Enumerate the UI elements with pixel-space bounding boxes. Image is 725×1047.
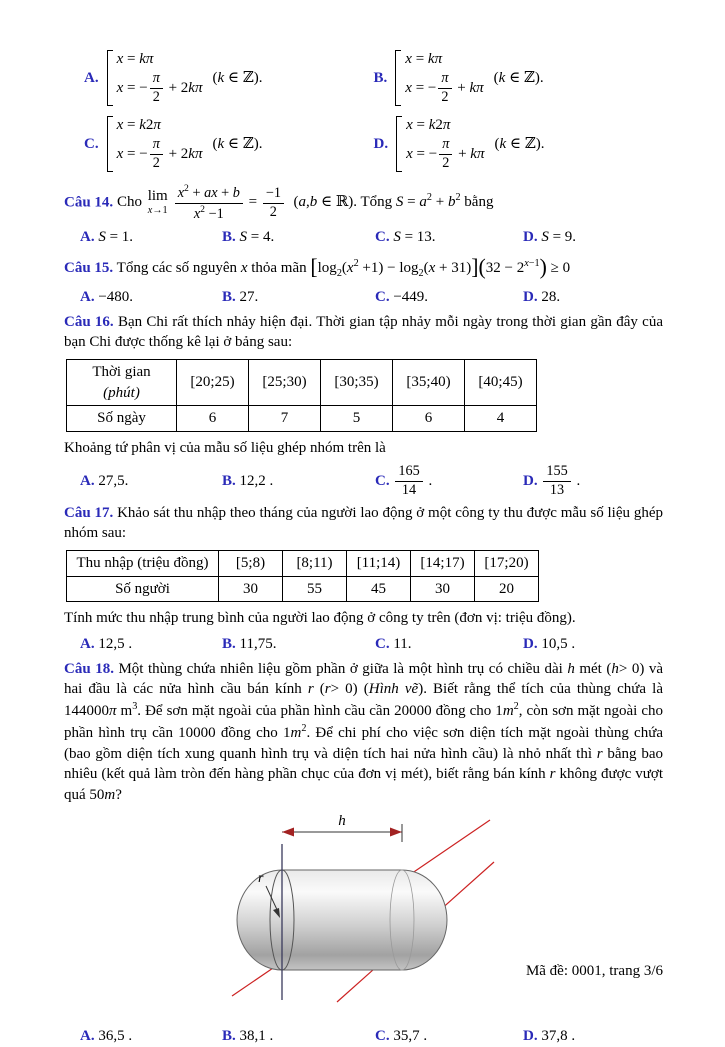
answer-option <box>375 464 523 499</box>
answer-letter: B. <box>222 229 236 246</box>
answer-option <box>222 634 375 655</box>
table-cell: Thời gian (phút) <box>67 359 177 405</box>
answer-text: 28. <box>541 288 561 305</box>
table-cell: 6 <box>177 406 249 432</box>
table-cell: 45 <box>347 576 411 602</box>
table-cell: [14;17) <box>411 551 475 577</box>
answer-letter: A. <box>80 229 95 246</box>
answer-letter: A. <box>80 1028 95 1045</box>
table-cell: [30;35) <box>321 359 393 405</box>
equation-system <box>395 50 483 106</box>
table-cell: [17;20) <box>475 551 539 577</box>
answer-letter: B. <box>222 288 236 305</box>
answer-text: 10,5 . <box>541 636 576 653</box>
answer-letter: C. <box>375 472 390 489</box>
system-bracket <box>107 116 113 172</box>
answer-row <box>64 287 663 308</box>
answer-text: 35,7 . <box>393 1028 428 1045</box>
question-body: Một thùng chứa nhiên liệu gồm phần ở giữa là một hình trụ có chiều dài h mét (h> 0) và hai đầu là các nửa hình cầu bán kính r (r> 0) (Hình vẽ). Biết rằng thể tích của thùng chứa là 144000π $m^3$. Để sơn mặt ngoài của phần hình cầu cần 20000 đồng cho $1m^2$, còn sơn mặt ngoài cho phần hình trụ cần 10000 đồng cho $1m^2$. Để chi phí cho việc sơn diện tích mặt ngoài thùng chứa (bao gồm diện tích xung quanh hình trụ và diện tích hai nửa hình cầu) là nhỏ nhất thì r bằng bao nhiêu (kết quả làm tròn đến hàng phần chục của đơn vị mét), biết rằng bán kính r không được vượt quá 50m? <box>64 660 663 803</box>
question-label: Câu 14. <box>64 194 114 211</box>
table-cell: Số người <box>67 576 219 602</box>
answer-letter: D. <box>523 229 538 246</box>
equation-system <box>396 116 484 172</box>
answer-letter: C. <box>375 229 390 246</box>
answer-text: 27. <box>239 288 259 305</box>
answer-option-a <box>84 50 374 106</box>
answer-text: 11,75. <box>239 636 277 653</box>
answer-option <box>375 634 523 655</box>
tank-body <box>237 870 447 970</box>
answer-option <box>523 227 663 248</box>
system-bracket <box>395 50 401 106</box>
table-row <box>67 576 539 602</box>
answer-option <box>80 227 222 248</box>
answer-letter: C. <box>375 636 390 653</box>
table-cell: [20;25) <box>177 359 249 405</box>
answer-row <box>64 227 663 248</box>
table-cell: 30 <box>219 576 283 602</box>
answer-option <box>523 1026 663 1047</box>
table-cell: 55 <box>283 576 347 602</box>
answer-row <box>64 634 663 655</box>
answer-text: $\frac{155}{13}$ . <box>541 473 580 489</box>
table-cell: [8;11) <box>283 551 347 577</box>
question-label: Câu 15. <box>64 259 114 276</box>
question-16 <box>64 312 663 499</box>
answer-letter: D. <box>373 135 389 152</box>
question-label: Câu 16. <box>64 313 114 330</box>
table-cell: 30 <box>411 576 475 602</box>
answer-letter: C. <box>375 288 390 305</box>
answer-letter: B. <box>373 69 388 86</box>
question-17 <box>64 503 663 655</box>
answer-text: S = 1. <box>98 229 134 246</box>
answer-text: 36,5 . <box>98 1028 133 1045</box>
answer-option <box>375 287 523 308</box>
answer-text: 37,8 . <box>541 1028 576 1045</box>
table-cell: Số ngày <box>67 406 177 432</box>
question-text: Khoảng tứ phân vị của mẫu số liệu ghép nhóm trên là <box>64 440 386 457</box>
table-cell: [11;14) <box>347 551 411 577</box>
answer-text: S = 4. <box>239 229 275 246</box>
h-dimension-label: h <box>338 812 346 829</box>
question-intro: Khảo sát thu nhập theo tháng của người lao động ở một công ty thu được mẫu số liệu ghép nhóm sau: <box>64 504 663 542</box>
table-cell: 5 <box>321 406 393 432</box>
answer-letter: C. <box>84 135 99 152</box>
table-cell: [5;8) <box>219 551 283 577</box>
answer-text: 27,5. <box>98 472 129 489</box>
answer-letter: A. <box>80 636 95 653</box>
question-label: Câu 18. <box>64 660 114 677</box>
question-label: Câu 17. <box>64 504 114 521</box>
answer-letter: D. <box>523 1028 538 1045</box>
answer-letter: A. <box>80 288 95 305</box>
table-cell: [40;45) <box>465 359 537 405</box>
answer-text: S = 9. <box>541 229 577 246</box>
condition-text: (k ∈ ℤ). <box>212 69 263 86</box>
equation-line: x = − $\frac{\pi}{2}$ + kπ <box>405 70 484 105</box>
table-cell: [35;40) <box>393 359 465 405</box>
answer-row <box>64 1026 663 1047</box>
answer-text: −480. <box>98 288 134 305</box>
question-intro: Bạn Chi rất thích nhảy hiện đại. Thời gian tập nhảy mỗi ngày trong thời gian gần đây của bạn Chi được thống kê lại ở bảng sau: <box>64 313 663 351</box>
answer-text: S = 13. <box>393 229 436 246</box>
answer-letter: C. <box>375 1028 390 1045</box>
h-arrowhead-left <box>282 827 294 836</box>
equation-line: x = − $\frac{\pi}{2}$ + 2kπ <box>116 135 203 171</box>
table-row <box>67 359 537 405</box>
equation-line: x = kπ <box>116 51 154 67</box>
question-body: Cho lim x→1 $\frac{x^2 + ax + b}{x^2 -1}$ = $\frac{-1}{2}$ (a,b ∈ ℝ). Tổng $S = a^2 + b^2$ bằng <box>116 182 494 222</box>
answer-option <box>375 227 523 248</box>
condition-text: (k ∈ ℤ). <box>493 69 544 86</box>
answer-row <box>64 464 663 499</box>
system-bracket <box>107 50 113 106</box>
question-15 <box>64 252 663 308</box>
equation-system <box>107 116 203 172</box>
answer-option-d <box>374 116 664 172</box>
table-cell: 4 <box>465 406 537 432</box>
page-footer: Mã đề: 0001, trang 3/6 <box>525 963 663 980</box>
question-18 <box>64 659 663 1047</box>
equation-line: x = kπ <box>405 51 443 67</box>
table-cell: 7 <box>249 406 321 432</box>
answer-text: 11. <box>393 636 412 653</box>
q16-frequency-table <box>66 359 537 432</box>
equation-line: x = k2π <box>406 116 451 133</box>
answer-letter: A. <box>84 69 99 86</box>
question-text: Tính mức thu nhập trung bình của người lao động ở công ty trên (đơn vị: triệu đồng). <box>64 610 576 627</box>
answer-letter: B. <box>222 472 236 489</box>
answer-option <box>523 287 663 308</box>
answer-option <box>222 471 375 492</box>
r-radius-label: r <box>258 870 264 886</box>
fuel-tank-figure <box>222 814 663 1021</box>
answer-letter: B. <box>222 636 236 653</box>
answer-text: −449. <box>393 288 429 305</box>
answer-option <box>222 287 375 308</box>
condition-text: (k ∈ ℤ). <box>494 135 545 152</box>
answer-option <box>80 1026 222 1047</box>
answer-letter: B. <box>222 1028 236 1045</box>
system-bracket <box>396 116 402 172</box>
answer-option <box>80 287 222 308</box>
question-body: Tổng các số nguyên x thỏa mãn $[\log_2(x^2 +1) - \log_2(x + 31)](32 - 2^{x-1}) \ge 0$ <box>116 254 571 279</box>
top-answer-options <box>64 50 663 172</box>
table-cell: [25;30) <box>249 359 321 405</box>
answer-letter: D. <box>523 472 538 489</box>
answer-option <box>523 464 663 499</box>
answer-letter: A. <box>80 472 95 489</box>
q17-frequency-table <box>66 550 539 602</box>
answer-option <box>222 227 375 248</box>
h-arrowhead-right <box>390 827 402 836</box>
answer-option <box>222 1026 375 1047</box>
answer-text: $\frac{165}{14}$ . <box>393 473 432 489</box>
answer-option <box>80 471 222 492</box>
answer-option <box>80 634 222 655</box>
equation-line: x = − $\frac{\pi}{2}$ + 2kπ <box>116 70 203 105</box>
answer-option-b <box>374 50 664 106</box>
equation-line: x = k2π <box>116 116 161 133</box>
table-row <box>67 551 539 577</box>
table-cell: 20 <box>475 576 539 602</box>
condition-text: (k ∈ ℤ). <box>212 135 263 152</box>
equation-line: x = − $\frac{\pi}{2}$ + kπ <box>406 135 485 171</box>
answer-letter: D. <box>523 636 538 653</box>
table-row <box>67 406 537 432</box>
table-cell: Thu nhập (triệu đồng) <box>67 551 219 577</box>
answer-text: 12,5 . <box>98 636 133 653</box>
table-cell: 6 <box>393 406 465 432</box>
answer-text: 38,1 . <box>239 1028 274 1045</box>
equation-system <box>107 50 203 106</box>
answer-option-c <box>84 116 374 172</box>
answer-option <box>523 634 663 655</box>
answer-text: 12,2 . <box>239 472 274 489</box>
answer-option <box>375 1026 523 1047</box>
answer-letter: D. <box>523 288 538 305</box>
question-14 <box>64 184 663 248</box>
